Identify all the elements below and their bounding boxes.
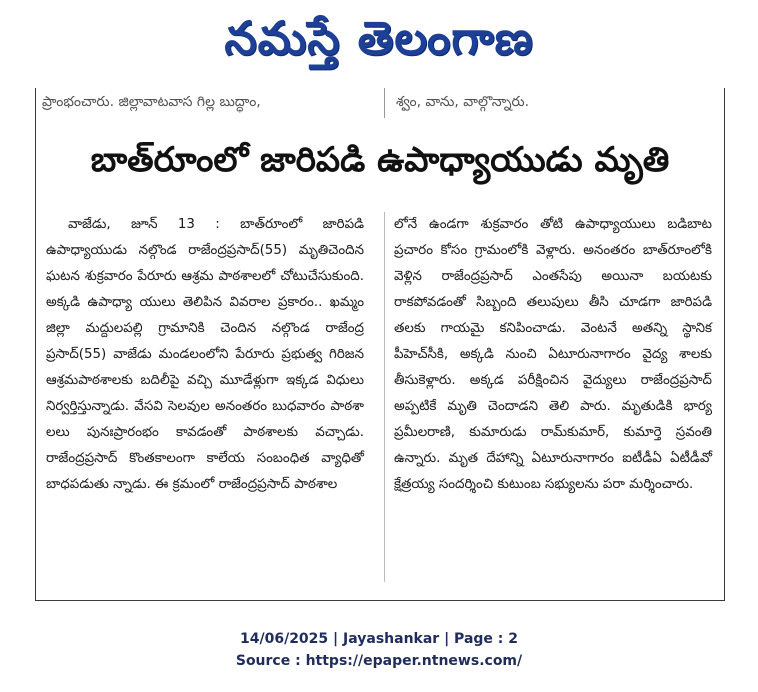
- strip-divider: [384, 88, 385, 118]
- clipping-footer: [0, 628, 758, 672]
- cut-off-text-left: ప్రాంభంచారు. జిల్లావాటవాస గిల్ల బుద్ధాం,: [42, 94, 261, 110]
- footer-date-edition: 14/06/2025 | Jayashankar | Page : 2: [240, 631, 518, 647]
- masthead-title: నమస్తే తెలంగాణ: [224, 11, 534, 65]
- article-column-left: [46, 212, 364, 498]
- article-text-left: వాజేడు, జూన్ 13 : బాత్‌రూంలో జారిపడి ఉపాధ్యాయుడు నల్గొండ రాజేంద్రప్రసాద్(55) మృతిచెందిన ఘటన శుక్రవారం పేరూరు ఆశ్రమ పాఠశాలలో చోటుచేసుకుంది. అక్కడి ఉపాధ్యా యులు తెలిపిన వివరాల ప్రకారం.. ఖమ్మం జిల్లా మద్దులపల్లి గ్రామానికి చెందిన నల్గొండ రాజేంద్ర ప్రసాద్(55) వాజేడు మండలంలోని పేరూరు ప్రభుత్వ గిరిజన ఆశ్రమపాఠశాలకు బదిలీపై వచ్చి మూడేళ్లుగా ఇక్కడ విధులు నిర్వర్తిస్తున్నాడు. వేసవి సెలవుల అనంతరం బుధవారం పాఠశా లలు పునఃప్రారంభం కావడంతో పాఠశాలకు వచ్చాడు. రాజేంద్రప్రసాద్ కొంతకాలంగా కాలేయ సంబంధిత వ్యాధితో బాధపడుతు న్నాడు. ఈ క్రమంలో రాజేంద్రప్రసాద్ పాఠశాల: [46, 217, 364, 492]
- cut-off-previous-article: [36, 88, 724, 118]
- newspaper-clipping: [35, 88, 725, 601]
- article-headline: బాత్‌రూంలో జారిపడి ఉపాధ్యాయుడు మృతి: [90, 140, 670, 180]
- cut-off-text-right: శ్వం, వాను, వాల్గొన్నారు.: [396, 94, 530, 110]
- footer-source: Source : https://epaper.ntnews.com/: [235, 653, 523, 669]
- article-text-right: లోనే ఉండగా శుక్రవారం తోటి ఉపాధ్యాయులు బడిబాట ప్రచారం కోసం గ్రామంలోకి వెళ్లారు. అనంతరం బాత్‌రూంలోకి వెళ్లిన రాజేంద్రప్రసాద్ ఎంతసేపు అయినా బయటకు రాకపోవడంతో సిబ్బంది తలుపులు తీసి చూడగా జారిపడి తలకు గాయమై కనిపించాడు. వెంటనే అతన్ని స్థానిక పీహెచ్‌సీకి, అక్కడి నుంచి ఏటూరునాగారం వైద్య శాలకు తీసుకెళ్లారు. అక్కడ పరీక్షించిన వైద్యులు రాజేంద్రప్రసాద్ అప్పటికే మృతి చెందాడని తెలి పారు. మృతుడికి భార్య ప్రమీలరాణి, కుమారుడు రామ్‌కుమార్, కుమార్తె స్రవంతి ఉన్నారు. మృత దేహాన్ని ఏటూరునాగారం ఐటీడీఏ ఏటీడీవో క్షేత్రయ్య సందర్శించి కుటుంబ సభ్యులను పరా మర్శించారు.: [394, 217, 712, 492]
- column-divider: [384, 212, 385, 582]
- article-column-right: [394, 212, 712, 498]
- masthead: [0, 0, 758, 88]
